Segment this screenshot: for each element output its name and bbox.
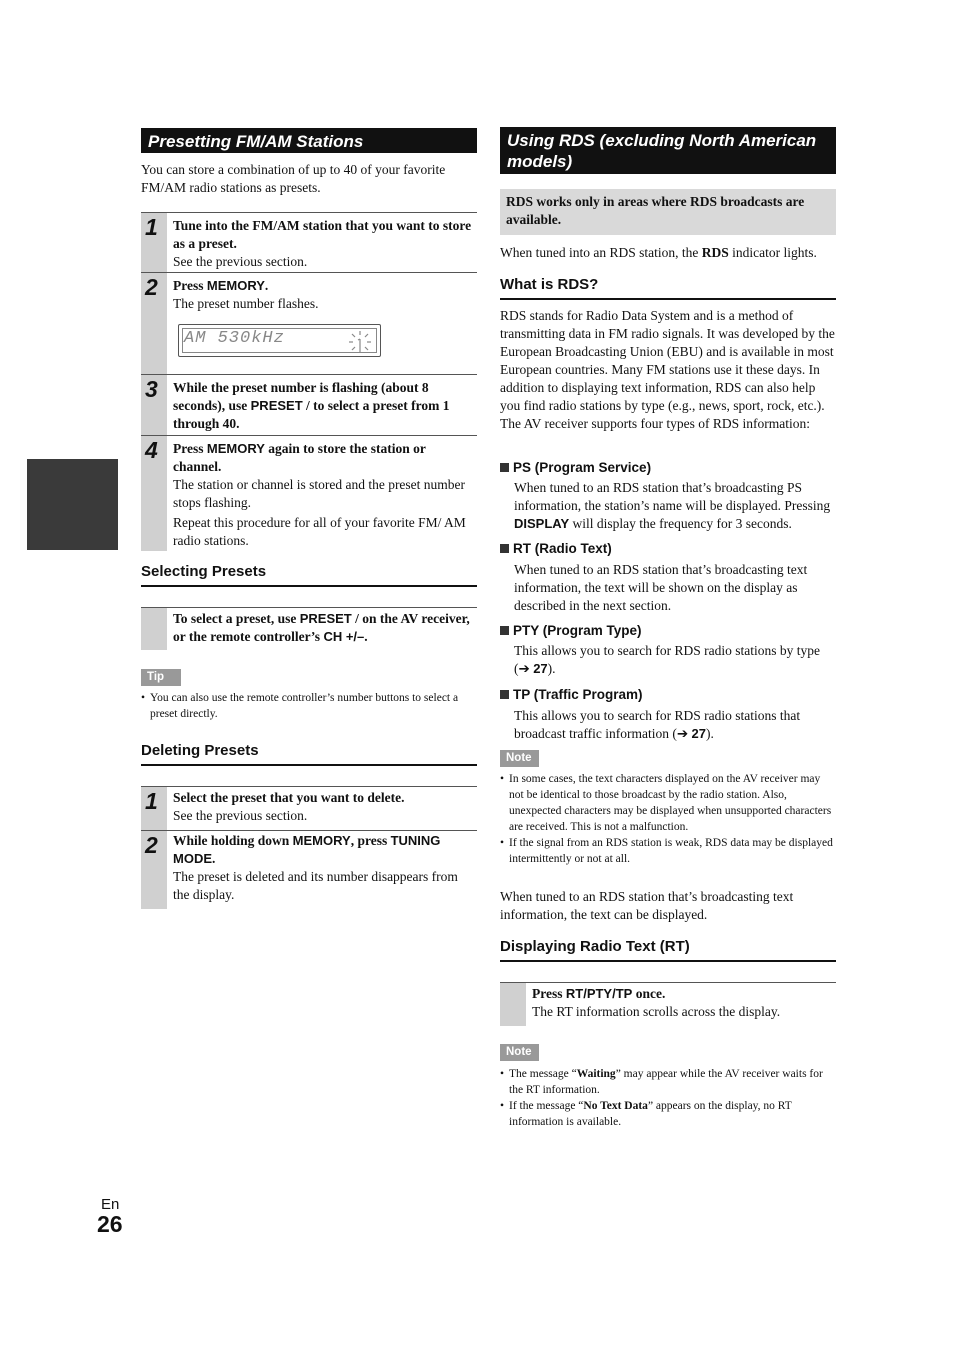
step-instruction: Press MEMORY. [173,278,269,293]
section-title: Using RDS (excluding North American models) [507,131,817,171]
square-bullet-icon [500,626,509,635]
square-bullet-icon [500,463,509,472]
step-detail: The preset is deleted and its number disappears from the display. [173,869,458,902]
section-title: Presetting FM/AM Stations [148,132,364,151]
step-instruction: Tune into the FM/AM station that you want to store as a preset. [173,218,472,251]
step-number: 4 [145,437,158,463]
square-bullet-icon [500,690,509,699]
displaying-rt-heading: Displaying Radio Text (RT) [500,938,836,962]
rds-availability-box: RDS works only in areas where RDS broadcasts are available. [500,189,836,235]
page-number: 26 [97,1211,123,1237]
step-gutter [141,608,167,650]
square-bullet-icon [500,544,509,553]
step-number: 2 [145,832,158,858]
step-instruction: To select a preset, use PRESET / on the AV receiver, or the remote controller’s CH +/–. [173,611,470,644]
rt-intro: When tuned to an RDS station that’s broadcasting text information, the text can be displayed. [500,889,794,922]
pty-description: This allows you to search for RDS radio stations by type (➔ 27). [514,643,820,676]
front-panel-display [178,324,381,357]
delete-step-1 [141,786,477,830]
ps-description: When tuned to an RDS station that’s broadcasting PS information, the station’s name will be displayed. Pressing DISPLAY will display the frequency for 3 seconds. [514,480,831,531]
step-number: 3 [145,376,158,402]
rds-description: RDS stands for Radio Data System and is a method of transmitting data in FM radio signals. It was developed by the European Broadcasting Union (EBU) and is available in most European countries. Many FM stations use it these days. In addition to displaying text information, RDS can also help you find radio stations by type (e.g., news, sport, rock, etc.). [500,308,835,413]
note-list [500,771,836,867]
deleting-presets-heading: Deleting Presets [141,742,477,766]
rds-types-intro: The AV receiver supports four types of RDS information: [500,416,810,431]
tip-list [141,690,477,722]
preset-step-2 [141,272,477,374]
displaying-rt-step [500,982,836,1026]
tp-heading: TP (Traffic Program) [500,687,643,702]
rds-indicator-text: When tuned into an RDS station, the RDS indicator lights. [500,245,817,260]
note-list [500,1066,836,1130]
note-label: Note [500,750,539,767]
pty-heading: PTY (Program Type) [500,623,642,638]
what-is-rds-body [500,307,836,433]
step-instruction: While the preset number is flashing (about 8 seconds), use PRESET / to select a preset from 1 through 40. [173,380,450,431]
note-item: • In some cases, the text characters displayed on the AV receiver may not be identical to those broadcast by the radio station. Also, unexpected characters may be displayed when unsupported characters are received. This is not a malfunction. [500,771,836,835]
step-instruction: While holding down MEMORY, press TUNING MODE. [173,833,441,866]
rt-heading: RT (Radio Text) [500,541,612,556]
step-number: 1 [145,788,158,814]
page-ref-link[interactable]: 27 [533,661,548,676]
step-gutter [500,983,526,1026]
arrow-right-icon: ➔ [518,661,530,676]
selecting-presets-step [141,607,477,650]
tip-item: • You can also use the remote controller’s number buttons to select a preset directly. [141,690,477,722]
step-instruction: Press RT/PTY/TP once. [532,986,666,1001]
preset-step-4 [141,435,477,551]
delete-step-2 [141,830,477,909]
what-is-rds-heading: What is RDS? [500,276,836,300]
note-item: • The message “Waiting” may appear while the AV receiver waits for the RT information. [500,1066,836,1098]
presetting-intro: You can store a combination of up to 40 of your favorite FM/AM radio stations as presets. [141,162,446,195]
preset-step-3 [141,374,477,435]
note-item: • If the signal from an RDS station is weak, RDS data may be displayed intermittently or not at all. [500,835,836,867]
rt-description: When tuned to an RDS station that’s broadcasting text information, the text will be shown on the display as described in the next section. [514,562,808,613]
selecting-presets-heading: Selecting Presets [141,563,477,587]
section-header-presetting [141,128,477,153]
flashing-indicator-icon [347,330,373,354]
step-detail: The RT information scrolls across the display. [532,1004,781,1019]
tip-label: Tip [141,669,181,686]
section-header-rds [500,127,836,174]
page-ref-link[interactable]: 27 [691,726,706,741]
chapter-tab [27,459,118,550]
display-readout: AM 530kHz [184,329,285,348]
preset-step-1 [141,212,477,272]
step-number: 2 [145,274,158,300]
step-instruction: Select the preset that you want to delete. [173,790,405,805]
step-number: 1 [145,214,158,240]
step-instruction: Press MEMORY again to store the station or channel. [173,441,426,474]
step-detail: See the previous section. [173,808,308,823]
step-detail-2: Repeat this procedure for all of your favorite FM/ AM radio stations. [173,515,466,548]
tp-description: This allows you to search for RDS radio stations that broadcast traffic information (➔ 27). [514,708,801,741]
arrow-right-icon: ➔ [676,726,689,741]
step-detail: The station or channel is stored and the preset number stops flashing. [173,477,466,510]
step-detail: See the previous section. [173,254,308,269]
step-detail: The preset number flashes. [173,296,319,311]
note-item: • If the message “No Text Data” appears on the display, no RT information is available. [500,1098,836,1130]
language-label: En [101,1196,120,1213]
ps-heading: PS (Program Service) [500,460,651,475]
note-label: Note [500,1044,539,1061]
